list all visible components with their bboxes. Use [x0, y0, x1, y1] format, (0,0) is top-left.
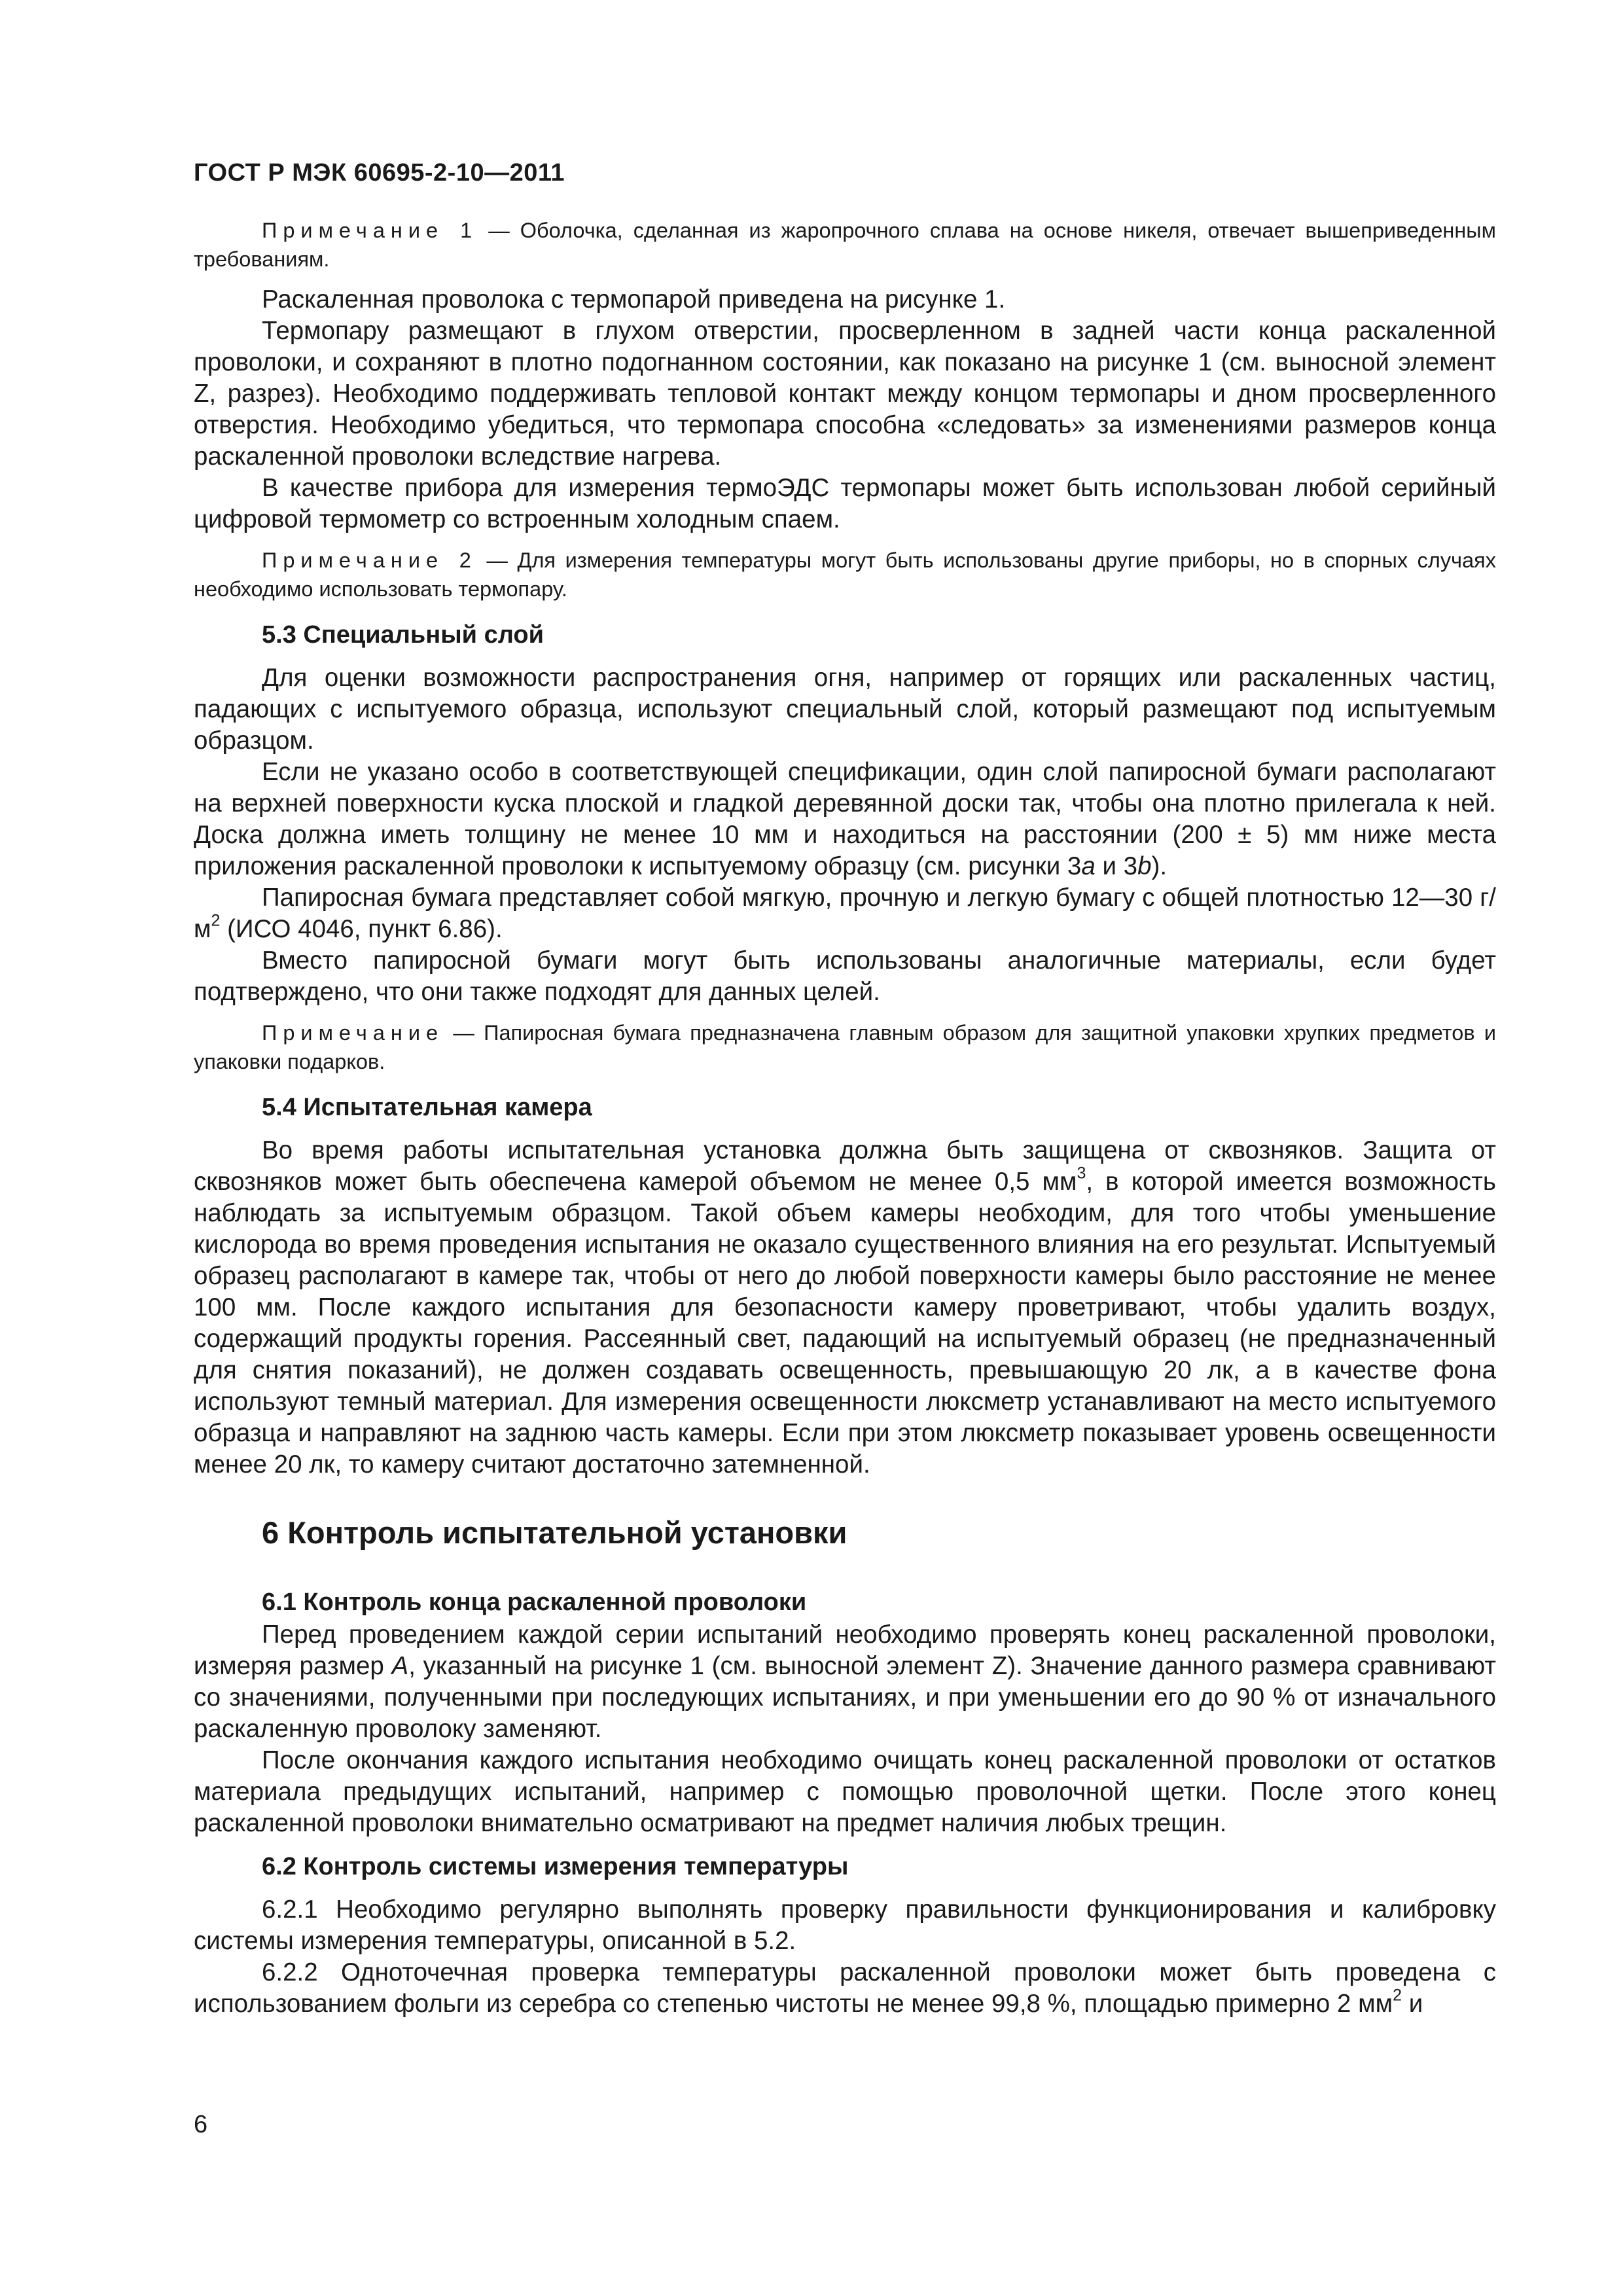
- superscript: 2: [1393, 1986, 1402, 2005]
- text-run: (ИСО 4046, пункт 6.86).: [220, 915, 503, 943]
- text-run: Папиросная бумага представляет собой мягкую, прочную и легкую бумагу с общей плотностью 12—30 г/м: [194, 884, 1496, 943]
- text-run-italic: b: [1137, 852, 1152, 880]
- paragraph: Вместо папиросной бумаги могут быть использованы аналогичные материалы, если будет подтверждено, что они также подходят для данных целей.: [194, 946, 1496, 1006]
- paragraph: В качестве прибора для измерения термоЭДС термопары может быть использован любой серийный цифровой термометр со встроенным холодным спаем.: [194, 474, 1496, 533]
- text-run: 6.2.2 Одноточечная проверка температуры раскаленной проволоки может быть проведена с использованием фольги из серебра со степенью чистоты не менее 99,8 %, площадью примерно 2 мм: [194, 1958, 1496, 2018]
- paragraph: Раскаленная проволока с термопарой приведена на рисунке 1.: [262, 285, 1006, 314]
- page-number: 6: [194, 2111, 208, 2138]
- text-run: и 3: [1095, 852, 1138, 880]
- document-header: ГОСТ Р МЭК 60695-2-10—2011: [194, 159, 565, 187]
- text-run: , в которой имеется возможность наблюдать за испытуемым образцом. Такой объем камеры необходим, для того чтобы уменьшение кислорода во время проведения испытания не оказало существенного влияния на его результат. Испытуемый образец располагают в камере так, чтобы от него до любой поверхности камеры было расстояние не менее 100 мм. После каждого испытания для безопасности камеру проветривают, чтобы удалить воздух, содержащий продукты горения. Рассеянный свет, падающий на испытуемый образец (не предназначенный для снятия показаний), не должен создавать освещенность, превышающую 20 лк, а в качестве фона используют темный материал. Для измерения освещенности люксметр устанавливают на место испытуемого образца и направляют на заднюю часть камеры. Если при этом люксметр показывает уровень освещенности менее 20 лк, то камеру считают достаточно затемненной.: [194, 1168, 1496, 1479]
- section-heading-5-4: 5.4 Испытательная камера: [262, 1094, 592, 1121]
- paragraph: Термопару размещают в глухом отверстии, просверленном в задней части конца раскаленной проволоки, и сохраняют в плотно подогнанном состоянии, как показано на рисунке 1 (см. выносной элемент Z, разрез). Необходимо поддерживать тепловой контакт между концом термопары и дном просверленного отверстия. Необходимо убедиться, что термопара способна «следовать» за изменениями размеров конца раскаленной проволоки вследствие нагрева.: [194, 317, 1496, 471]
- paragraph: [194, 757, 1496, 882]
- document-body: [194, 216, 1496, 2020]
- text-run: Перед проведением каждой серии испытаний необходимо проверять конец раскаленной проволоки, измеряя размер: [194, 1621, 1496, 1680]
- note-2: [194, 546, 1496, 603]
- paragraph: [194, 1957, 1496, 2020]
- superscript: 2: [211, 911, 221, 930]
- note-3: [194, 1018, 1496, 1076]
- section-heading-6-2: 6.2 Контроль системы измерения температуры: [262, 1853, 849, 1880]
- note-text: — Папиросная бумага предназначена главным образом для защитной упаковки хрупких предметов и упаковки подарков.: [194, 1021, 1496, 1073]
- text-run: ).: [1151, 852, 1168, 880]
- note-label: Примечание: [262, 1021, 444, 1045]
- paragraph: [194, 882, 1496, 945]
- paragraph: 6.2.1 Необходимо регулярно выполнять проверку правильности функционирования и калибровку системы измерения температуры, описанной в 5.2.: [194, 1895, 1496, 1955]
- section-heading-6: 6 Контроль испытательной установки: [262, 1515, 847, 1550]
- note-1: [194, 216, 1496, 274]
- text-run: , указанный на рисунке 1 (см. выносной элемент Z). Значение данного размера сравнивают со значениями, полученными при последующих испытаниях, и при уменьшении его до 90 % от изначального раскаленную проволоку заменяют.: [194, 1652, 1496, 1743]
- text-run: Во время работы испытательная установка должна быть защищена от сквозняков. Защита от сквозняков может быть обеспечена камерой объемом не менее 0,5 мм: [194, 1136, 1496, 1196]
- paragraph: После окончания каждого испытания необходимо очищать конец раскаленной проволоки от остатков материала предыдущих испытаний, например с помощью проволочной щетки. После этого конец раскаленной проволоки внимательно осматривают на предмет наличия любых трещин.: [194, 1746, 1496, 1837]
- paragraph: [194, 1135, 1496, 1480]
- text-run-italic: A: [391, 1652, 409, 1680]
- paragraph: Для оценки возможности распространения огня, например от горящих или раскаленных частиц, падающих с испытуемого образца, используют специальный слой, который размещают под испытуемым образцом.: [194, 664, 1496, 755]
- superscript: 3: [1077, 1164, 1086, 1183]
- section-heading-5-3: 5.3 Специальный слой: [262, 621, 544, 649]
- section-heading-6-1: 6.1 Контроль конца раскаленной проволоки: [262, 1588, 807, 1616]
- note-label: Примечание 1: [262, 219, 478, 242]
- paragraph: [194, 1619, 1496, 1745]
- text-run-italic: a: [1081, 852, 1096, 880]
- text-run: Если не указано особо в соответствующей спецификации, один слой папиросной бумаги располагают на верхней поверхности куска плоской и гладкой деревянной доски так, чтобы она плотно прилегала к ней. Доска должна иметь толщину не менее 10 мм и находиться на расстоянии (200 ± 5) мм ниже места приложения раскаленной проволоки к испытуемому образцу (см. рисунки 3: [194, 758, 1496, 880]
- note-label: Примечание 2: [262, 548, 477, 572]
- text-run: и: [1402, 1990, 1423, 2018]
- note-text: — Оболочка, сделанная из жаропрочного сплава на основе никеля, отвечает вышеприведенным требованиям.: [194, 219, 1496, 271]
- note-text: — Для измерения температуры могут быть использованы другие приборы, но в спорных случаях необходимо использовать термопару.: [194, 548, 1496, 601]
